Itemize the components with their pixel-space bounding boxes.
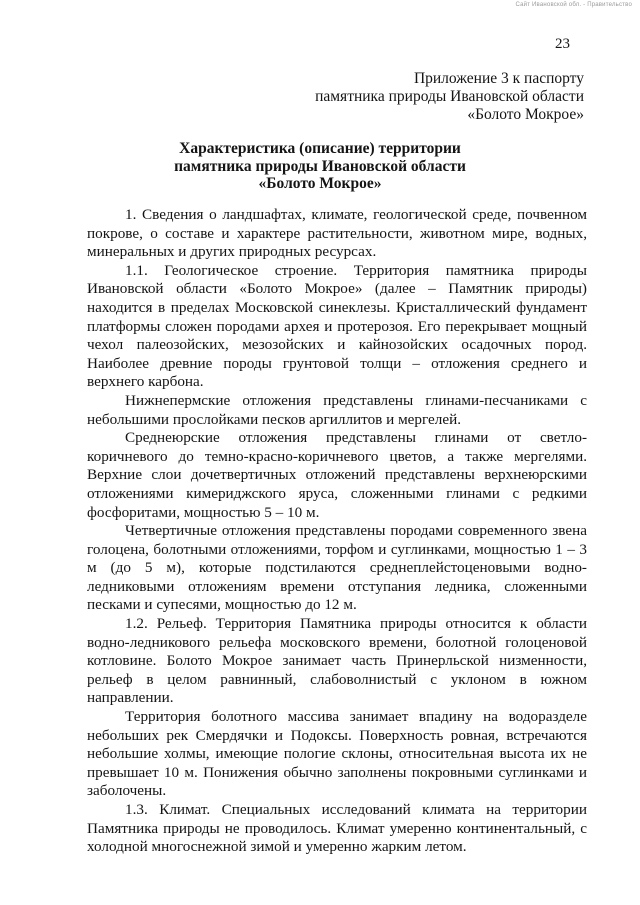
paragraph-relief: 1.2. Рельеф. Территория Памятника природы относится к области водно-ледникового рельефа московского времени, болотной голоценовой котловине. Болото Мокрое занимает часть Принерльской низменности, рельеф в целом равнинный, слабоволнистый с уклоном в южном направлении. bbox=[87, 615, 587, 707]
title-line: памятника природы Ивановской области bbox=[174, 157, 466, 175]
title-line: «Болото Мокрое» bbox=[258, 175, 382, 192]
title-line: Характеристика (описание) территории bbox=[179, 140, 461, 157]
paragraph-landscape-intro: 1. Сведения о ландшафтах, климате, геологической среде, почвенном покрове, о составе и характере растительности, животном мире, водных, минеральных и других природных ресурсах. bbox=[87, 206, 587, 261]
appendix-line: памятника природы Ивановской области bbox=[315, 88, 584, 105]
paragraph-middle-jurassic: Среднеюрские отложения представлены глинами от светло-коричневого до темно-красно-коричневого цветов, а также мергелями. Верхние слои дочетвертичных отложений представлены верхнеюрскими отложениями кимериджского яруса, сложенными глинами с редкими фосфоритами, мощностью 5 – 10 м. bbox=[87, 429, 587, 521]
paragraph-climate: 1.3. Климат. Специальных исследований климата на территории Памятника природы не проводилось. Климат умеренно континентальный, с холодной многоснежной зимой и умеренно жарким летом. bbox=[87, 801, 587, 856]
paragraph-lower-permian: Нижнепермские отложения представлены глинами-песчаниками с небольшими прослойками песков аргиллитов и мергелей. bbox=[87, 391, 587, 428]
document-title bbox=[90, 140, 550, 193]
paragraph-geology: 1.1. Геологическое строение. Территория памятника природы Ивановской области «Болото Мокрое» (далее – Памятник природы) находится в пределах Московской синеклезы. Кристаллический фундамент платформы сложен породами архея и протерозоя. Его перекрывает мощный чехол палеозойских, мезозойских и кайнозойских осадочных пород. Наиболее древние породы грунтовой толщи – отложения среднего и верхнего карбона. bbox=[87, 261, 587, 391]
header-stamp: Сайт Ивановской обл. - Правительство bbox=[515, 2, 632, 8]
page-number: 23 bbox=[555, 36, 570, 52]
appendix-line: Приложение 3 к паспорту bbox=[413, 70, 584, 87]
paragraph-quaternary: Четвертичные отложения представлены породами современного звена голоцена, болотными отложениями, торфом и суглинками, мощностью 1 – 3 м (до 5 м), которые подстилаются среднеплейстоценовыми водно-ледниковыми отложениям времени отступания ледника, сложенными песками и супесями, мощностью до 12 м. bbox=[87, 522, 587, 614]
document-body bbox=[87, 206, 587, 857]
paragraph-bog-territory: Территория болотного массива занимает впадину на водоразделе небольших рек Смердячки и Подоксы. Поверхность ровная, встречаются небольшие холмы, имеющие пологие склоны, относительная высота их не превышает 10 м. Понижения обычно заполнены покровными суглинками и заболочены. bbox=[87, 708, 587, 800]
appendix-line: «Болото Мокрое» bbox=[467, 106, 584, 123]
appendix-reference bbox=[290, 70, 584, 124]
